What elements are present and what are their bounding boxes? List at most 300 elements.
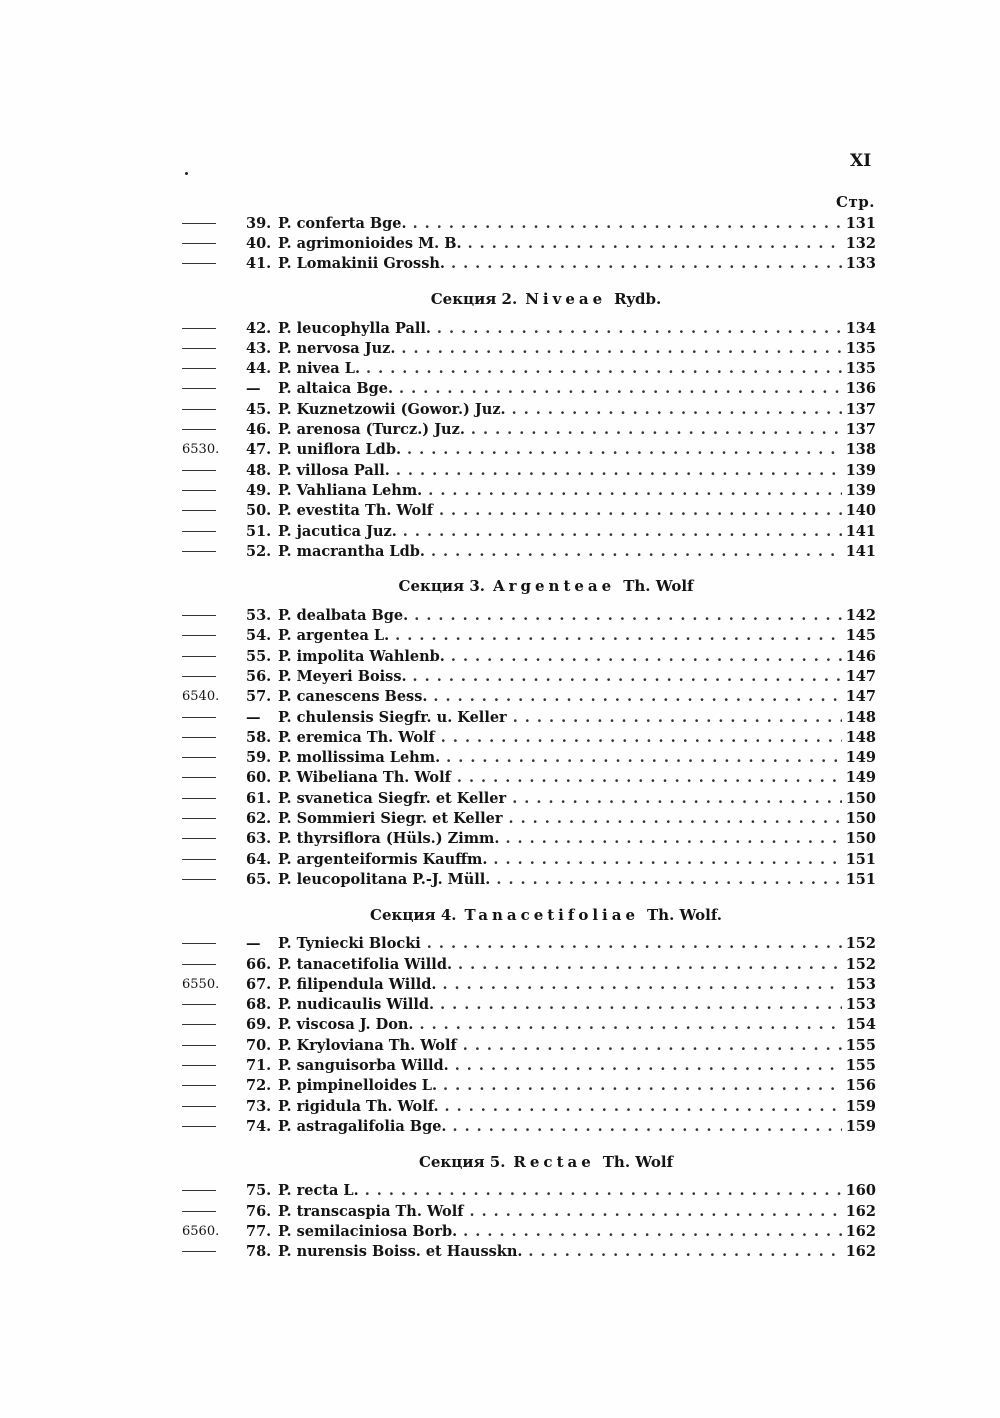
dash-rule xyxy=(182,635,216,636)
dot-leader xyxy=(513,709,842,726)
margin-dash xyxy=(176,1038,228,1053)
toc-entry xyxy=(176,1116,876,1136)
dash-rule xyxy=(182,943,216,944)
margin-dash xyxy=(176,422,228,437)
section-author: Th. Wolf xyxy=(623,577,694,596)
toc-entry xyxy=(176,869,876,889)
entry-number: 47. xyxy=(246,441,272,459)
entry-number: 49. xyxy=(246,481,272,499)
dot-leader xyxy=(440,996,842,1013)
toc-entry xyxy=(176,1201,876,1221)
toc-entry xyxy=(176,1055,876,1075)
section-author: Rydb. xyxy=(614,289,662,308)
entry-page: 155 xyxy=(845,1057,876,1075)
dash-rule xyxy=(182,531,216,532)
margin-dash xyxy=(176,1183,228,1198)
entry-number: 59. xyxy=(246,749,272,767)
margin-dash xyxy=(176,1204,228,1219)
dot-leader xyxy=(451,648,842,665)
toc-entry xyxy=(176,358,876,378)
margin-dash xyxy=(176,831,228,846)
toc-entry xyxy=(176,233,876,253)
entry-name: P. eremica Th. Wolf xyxy=(278,728,435,746)
entry-number: 62. xyxy=(246,810,272,828)
margin-dash xyxy=(176,256,228,271)
margin-dash xyxy=(176,852,228,867)
entry-page: 152 xyxy=(845,955,876,973)
section-label: Секция 2. xyxy=(430,289,518,308)
section-name: Niveae xyxy=(525,289,607,308)
entry-page: 138 xyxy=(845,441,876,459)
section-label: Секция 3. xyxy=(398,577,485,596)
entry-number: 41. xyxy=(246,255,272,273)
toc-entry xyxy=(176,1096,876,1116)
entry-page: 150 xyxy=(845,810,876,828)
entry-number: 64. xyxy=(246,850,272,868)
entry-number: 46. xyxy=(246,421,272,439)
margin-dash xyxy=(176,341,228,356)
toc-entry xyxy=(176,399,876,419)
section-heading xyxy=(176,282,876,316)
entry-name: P. rigidula Th. Wolf. xyxy=(278,1097,439,1115)
entry-name: P. Kryloviana Th. Wolf xyxy=(278,1036,457,1054)
toc-entry xyxy=(176,541,876,561)
dash-rule xyxy=(182,1024,216,1025)
dot-leader xyxy=(463,1037,842,1054)
toc-entry xyxy=(176,748,876,768)
toc-entry xyxy=(176,501,876,521)
entry-name: P. nervosa Juz. xyxy=(278,339,396,357)
toc-entry xyxy=(176,687,876,707)
entry-number: — xyxy=(246,380,261,398)
dot-leader xyxy=(496,871,842,888)
entry-name: P. chulensis Siegfr. u. Keller xyxy=(278,708,507,726)
dot-leader xyxy=(468,235,842,252)
dot-leader xyxy=(366,360,842,377)
margin-dash xyxy=(176,811,228,826)
margin-dash xyxy=(176,544,228,559)
entry-number: 50. xyxy=(246,502,272,520)
entry-page: 149 xyxy=(845,749,876,767)
margin-dash xyxy=(176,216,228,231)
toc-entry xyxy=(176,666,876,686)
section-heading xyxy=(176,898,876,932)
toc-entry xyxy=(176,626,876,646)
entry-name: P. svanetica Siegfr. et Keller xyxy=(278,789,507,807)
entry-page: 150 xyxy=(845,789,876,807)
table-of-contents xyxy=(176,213,876,1262)
toc-entry xyxy=(176,1076,876,1096)
dash-rule xyxy=(182,1190,216,1191)
entry-page: 137 xyxy=(845,421,876,439)
dot-leader xyxy=(469,1203,842,1220)
entry-name: P. nivea L. xyxy=(278,360,360,378)
dot-leader xyxy=(439,502,842,519)
margin-dash xyxy=(176,483,228,498)
toc-entry xyxy=(176,521,876,541)
toc-entry xyxy=(176,318,876,338)
toc-entry xyxy=(176,934,876,954)
toc-entry xyxy=(176,727,876,747)
entry-name: P. canescens Bess. xyxy=(278,688,428,706)
entry-page: 149 xyxy=(845,769,876,787)
toc-entry xyxy=(176,707,876,727)
entry-name: P. leucopolitana P.-J. Müll. xyxy=(278,870,491,888)
entry-number: 58. xyxy=(246,728,272,746)
entry-page: 132 xyxy=(845,234,876,252)
dot-leader xyxy=(401,340,842,357)
entry-page: 150 xyxy=(845,830,876,848)
toc-entry xyxy=(176,440,876,460)
entry-name: P. villosa Pall. xyxy=(278,461,390,479)
toc-entry xyxy=(176,646,876,666)
dash-rule xyxy=(182,838,216,839)
section-name: Argenteae xyxy=(492,577,616,596)
dot-leader xyxy=(512,401,842,418)
entry-page: 162 xyxy=(845,1243,876,1261)
entry-name: P. semilaciniosa Borb. xyxy=(278,1222,458,1240)
dot-leader xyxy=(399,380,842,397)
entry-number: 68. xyxy=(246,996,272,1014)
section-name: Rectae xyxy=(513,1152,595,1171)
dash-rule xyxy=(182,1085,216,1086)
entry-number: — xyxy=(246,708,261,726)
entry-page: 139 xyxy=(845,481,876,499)
entry-number: 77. xyxy=(246,1222,272,1240)
entry-name: P. arenosa (Turcz.) Juz. xyxy=(278,421,465,439)
page-column-header: Стр. xyxy=(836,193,875,211)
entry-number: 54. xyxy=(246,627,272,645)
dot-leader xyxy=(414,607,842,624)
margin-dash xyxy=(176,1017,228,1032)
dash-rule xyxy=(182,429,216,430)
entry-number: 72. xyxy=(246,1077,272,1095)
section-heading xyxy=(176,569,876,603)
dot-leader xyxy=(441,729,842,746)
entry-number: 75. xyxy=(246,1182,272,1200)
entry-page: 152 xyxy=(845,935,876,953)
entry-number: 55. xyxy=(246,647,272,665)
entry-name: P. thyrsiflora (Hüls.) Zimm. xyxy=(278,830,500,848)
dot-leader xyxy=(433,688,842,705)
toc-entry xyxy=(176,829,876,849)
entry-name: P. Sommieri Siegr. et Keller xyxy=(278,810,503,828)
entry-name: P. macrantha Ldb. xyxy=(278,542,425,560)
entry-page: 153 xyxy=(845,975,876,993)
dot-leader xyxy=(396,462,842,479)
dot-leader xyxy=(407,441,842,458)
dot-leader xyxy=(445,1098,842,1115)
entry-name: P. recta L. xyxy=(278,1182,359,1200)
margin-dash xyxy=(176,524,228,539)
dot-leader xyxy=(427,935,842,952)
entry-number: 73. xyxy=(246,1097,272,1115)
entry-page: 162 xyxy=(845,1222,876,1240)
margin-dash xyxy=(176,936,228,951)
section-label: Секция 5. xyxy=(418,1152,506,1171)
entry-name: P. argentea L. xyxy=(278,627,390,645)
entry-page: 148 xyxy=(845,708,876,726)
section-heading xyxy=(176,1145,876,1179)
dash-rule xyxy=(182,551,216,552)
dot-leader xyxy=(505,830,842,847)
margin-number: 6530. xyxy=(182,442,220,458)
entry-page: 133 xyxy=(845,255,876,273)
entry-name: P. nurensis Boiss. et Hausskn. xyxy=(278,1243,523,1261)
entry-name: P. pimpinelloides L. xyxy=(278,1077,438,1095)
dot-leader xyxy=(451,255,842,272)
entry-name: P. argenteiformis Kauffm. xyxy=(278,850,488,868)
entry-name: P. Vahliana Lehm. xyxy=(278,481,423,499)
margin-dash xyxy=(176,503,228,518)
entry-page: 153 xyxy=(845,996,876,1014)
dash-rule xyxy=(182,777,216,778)
toc-entry xyxy=(176,605,876,625)
entry-name: P. mollissima Lehm. xyxy=(278,749,441,767)
section-author: Th. Wolf. xyxy=(647,905,722,924)
dot-leader xyxy=(455,1057,842,1074)
margin-dash xyxy=(176,669,228,684)
dot-leader xyxy=(493,851,842,868)
entry-page: 148 xyxy=(845,728,876,746)
dash-rule xyxy=(182,1045,216,1046)
dash-rule xyxy=(182,798,216,799)
dash-rule xyxy=(182,964,216,965)
toc-entry xyxy=(176,1035,876,1055)
entry-name: P. tanacetifolia Willd. xyxy=(278,955,452,973)
dash-rule xyxy=(182,717,216,718)
toc-entry xyxy=(176,768,876,788)
dash-rule xyxy=(182,676,216,677)
entry-name: P. nudicaulis Willd. xyxy=(278,996,435,1014)
stray-dot xyxy=(185,172,188,175)
dot-leader xyxy=(512,790,842,807)
margin-dash xyxy=(176,628,228,643)
margin-dash xyxy=(176,770,228,785)
dot-leader xyxy=(508,810,842,827)
dash-rule xyxy=(182,243,216,244)
entry-name: P. jacutica Juz. xyxy=(278,522,397,540)
dot-leader xyxy=(395,627,842,644)
entry-name: P. Lomakinii Grossh. xyxy=(278,255,445,273)
dash-rule xyxy=(182,470,216,471)
entry-name: P. Tyniecki Blocki xyxy=(278,935,421,953)
margin-dash xyxy=(176,730,228,745)
entry-name: P. viscosa J. Don. xyxy=(278,1016,414,1034)
dash-rule xyxy=(182,1211,216,1212)
entry-number: 56. xyxy=(246,667,272,685)
toc-entry xyxy=(176,379,876,399)
toc-entry xyxy=(176,1241,876,1261)
entry-number: 51. xyxy=(246,522,272,540)
dash-rule xyxy=(182,223,216,224)
entry-number: 61. xyxy=(246,789,272,807)
dot-leader xyxy=(403,523,842,540)
toc-entry xyxy=(176,1015,876,1035)
dot-leader xyxy=(437,320,842,337)
entry-name: P. dealbata Bge. xyxy=(278,607,409,625)
toc-entry xyxy=(176,995,876,1015)
margin-dash xyxy=(176,957,228,972)
toc-entry xyxy=(176,788,876,808)
margin-number: 6550. xyxy=(182,976,220,992)
entry-page: 134 xyxy=(845,319,876,337)
margin-dash xyxy=(176,381,228,396)
entry-number: 43. xyxy=(246,339,272,357)
entry-page: 142 xyxy=(845,607,876,625)
entry-name: P. filipendula Willd. xyxy=(278,975,437,993)
margin-dash xyxy=(176,1058,228,1073)
dash-rule xyxy=(182,409,216,410)
entry-number: 40. xyxy=(246,234,272,252)
dash-rule xyxy=(182,1065,216,1066)
dot-leader xyxy=(457,769,842,786)
entry-number: 60. xyxy=(246,769,272,787)
dash-rule xyxy=(182,1251,216,1252)
margin-dash xyxy=(176,649,228,664)
entry-page: 145 xyxy=(845,627,876,645)
dash-rule xyxy=(182,490,216,491)
dot-leader xyxy=(528,1243,842,1260)
entry-number: 70. xyxy=(246,1036,272,1054)
entry-number: 39. xyxy=(246,214,272,232)
entry-page: 155 xyxy=(845,1036,876,1054)
entry-name: P. Wibeliana Th. Wolf xyxy=(278,769,451,787)
margin-dash xyxy=(176,321,228,336)
toc-entry xyxy=(176,480,876,500)
margin-dash xyxy=(176,1244,228,1259)
entry-number: 45. xyxy=(246,400,272,418)
dot-leader xyxy=(458,956,842,973)
margin-dash xyxy=(176,997,228,1012)
dot-leader xyxy=(413,215,842,232)
dot-leader xyxy=(431,543,842,560)
dash-rule xyxy=(182,263,216,264)
dot-leader xyxy=(471,421,842,438)
dash-rule xyxy=(182,615,216,616)
entry-page: 160 xyxy=(845,1182,876,1200)
entry-name: P. evestita Th. Wolf xyxy=(278,502,433,520)
toc-entry xyxy=(176,954,876,974)
toc-entry xyxy=(176,254,876,274)
dash-rule xyxy=(182,656,216,657)
dash-rule xyxy=(182,328,216,329)
dot-leader xyxy=(442,976,842,993)
entry-page: 135 xyxy=(845,339,876,357)
toc-entry xyxy=(176,1221,876,1241)
entry-page: 147 xyxy=(845,688,876,706)
dash-rule xyxy=(182,859,216,860)
entry-name: P. impolita Wahlenb. xyxy=(278,647,445,665)
entry-name: P. transcaspia Th. Wolf xyxy=(278,1202,464,1220)
margin-dash xyxy=(176,791,228,806)
entry-number: 71. xyxy=(246,1057,272,1075)
entry-name: P. astragalifolia Bge. xyxy=(278,1117,447,1135)
dot-leader xyxy=(419,1016,842,1033)
entry-name: P. uniflora Ldb. xyxy=(278,441,402,459)
margin-dash xyxy=(176,463,228,478)
margin-dash xyxy=(176,402,228,417)
dot-leader xyxy=(413,668,842,685)
toc-entry xyxy=(176,419,876,439)
dash-rule xyxy=(182,348,216,349)
dot-leader xyxy=(452,1118,842,1135)
page-number: XI xyxy=(850,151,872,171)
section-label: Секция 4. xyxy=(370,905,457,924)
dash-rule xyxy=(182,510,216,511)
entry-name: P. Meyeri Boiss. xyxy=(278,667,407,685)
toc-entry xyxy=(176,808,876,828)
dot-leader xyxy=(446,749,842,766)
margin-number: 6560. xyxy=(182,1223,220,1239)
margin-dash xyxy=(176,608,228,623)
margin-dash xyxy=(176,236,228,251)
dash-rule xyxy=(182,1126,216,1127)
entry-name: P. Kuznetzowii (Gowor.) Juz. xyxy=(278,400,506,418)
dash-rule xyxy=(182,879,216,880)
entry-name: P. altaica Bge. xyxy=(278,380,394,398)
entry-number: 65. xyxy=(246,870,272,888)
entry-name: P. sanguisorba Willd. xyxy=(278,1057,449,1075)
entry-page: 137 xyxy=(845,400,876,418)
margin-dash xyxy=(176,1078,228,1093)
entry-name: P. conferta Bge. xyxy=(278,214,407,232)
entry-page: 140 xyxy=(845,502,876,520)
entry-number: 53. xyxy=(246,607,272,625)
entry-number: 76. xyxy=(246,1202,272,1220)
dash-rule xyxy=(182,1004,216,1005)
entry-page: 141 xyxy=(845,522,876,540)
entry-number: — xyxy=(246,935,261,953)
margin-dash xyxy=(176,750,228,765)
margin-dash xyxy=(176,1099,228,1114)
entry-page: 139 xyxy=(845,461,876,479)
entry-number: 44. xyxy=(246,360,272,378)
section-name: Tanacetifoliae xyxy=(464,905,639,924)
entry-page: 136 xyxy=(845,380,876,398)
entry-number: 42. xyxy=(246,319,272,337)
entry-number: 48. xyxy=(246,461,272,479)
section-author: Th. Wolf xyxy=(602,1152,674,1171)
dash-rule xyxy=(182,818,216,819)
margin-dash xyxy=(176,361,228,376)
dot-leader xyxy=(463,1223,842,1240)
entry-page: 146 xyxy=(845,647,876,665)
entry-page: 156 xyxy=(845,1077,876,1095)
dash-rule xyxy=(182,1106,216,1107)
dot-leader xyxy=(365,1182,842,1199)
toc-entry xyxy=(176,213,876,233)
dot-leader xyxy=(428,482,842,499)
entry-page: 159 xyxy=(845,1117,876,1135)
entry-name: P. leucophylla Pall. xyxy=(278,319,431,337)
margin-number: 6540. xyxy=(182,689,220,705)
entry-number: 74. xyxy=(246,1117,272,1135)
toc-entry xyxy=(176,460,876,480)
toc-entry xyxy=(176,849,876,869)
dash-rule xyxy=(182,388,216,389)
entry-page: 131 xyxy=(845,214,876,232)
margin-dash xyxy=(176,1119,228,1134)
entry-page: 141 xyxy=(845,542,876,560)
dot-leader xyxy=(443,1077,842,1094)
entry-page: 151 xyxy=(845,850,876,868)
entry-page: 159 xyxy=(845,1097,876,1115)
entry-page: 135 xyxy=(845,360,876,378)
toc-entry xyxy=(176,1181,876,1201)
entry-page: 162 xyxy=(845,1202,876,1220)
margin-dash xyxy=(176,710,228,725)
